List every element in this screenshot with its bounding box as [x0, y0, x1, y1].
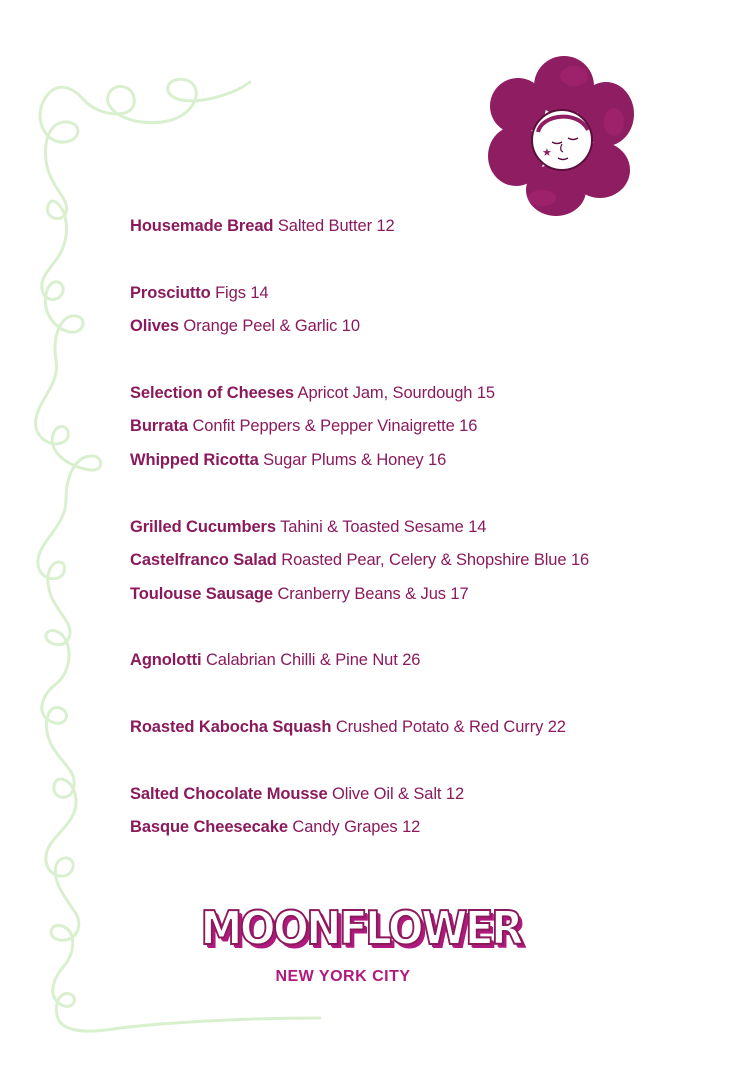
- dish-name: Castelfranco Salad: [130, 551, 277, 570]
- dish-name: Housemade Bread: [130, 217, 274, 235]
- menu-item: [130, 511, 690, 545]
- menu-item: [130, 444, 690, 478]
- menu-item: [130, 778, 690, 812]
- dish-name: Whipped Ricotta: [130, 450, 259, 469]
- dish-description: Crushed Potato & Red Curry 22: [331, 717, 566, 736]
- dish-name: Basque Cheesecake: [130, 818, 288, 837]
- dish-description: Roasted Pear, Celery & Shopshire Blue 16: [276, 551, 590, 570]
- menu-item: [130, 277, 690, 311]
- city-label: NEW YORK CITY: [275, 968, 411, 985]
- dish-name: Toulouse Sausage: [130, 584, 273, 603]
- svg-text:★: ★: [542, 146, 552, 159]
- menu-item: [130, 544, 690, 578]
- dish-description: Salted Butter 12: [273, 217, 395, 235]
- dish-description: Figs 14: [210, 283, 269, 302]
- dish-name: Agnolotti: [130, 651, 202, 670]
- menu-item: [130, 811, 690, 845]
- dish-description: Sugar Plums & Honey 16: [258, 450, 447, 469]
- dish-description: Olive Oil & Salt 12: [327, 784, 465, 803]
- menu-item: [130, 210, 690, 244]
- dish-description: Orange Peel & Garlic 10: [178, 317, 360, 336]
- dish-description: Candy Grapes 12: [287, 818, 421, 837]
- dish-name: Roasted Kabocha Squash: [130, 717, 332, 736]
- dish-name: Olives: [130, 317, 179, 336]
- dish-description: Apricot Jam, Sourdough 15: [293, 383, 496, 402]
- dish-name: Selection of Cheeses: [130, 383, 294, 402]
- menu-item: [130, 578, 690, 612]
- dish-description: Calabrian Chilli & Pine Nut 26: [201, 651, 421, 670]
- dish-name: Prosciutto: [130, 283, 211, 302]
- flower-with-face-illustration: [482, 52, 638, 220]
- menu-item: [130, 711, 690, 745]
- menu-item: [130, 377, 690, 411]
- menu-list: [130, 210, 690, 845]
- dish-name: Salted Chocolate Mousse: [130, 784, 328, 803]
- menu-item: [130, 644, 690, 678]
- moonflower-logo: MOONFLOWER: [200, 901, 521, 955]
- dish-name: Grilled Cucumbers: [130, 517, 276, 536]
- menu-item: [130, 410, 690, 444]
- dish-description: Confit Peppers & Pepper Vinaigrette 16: [188, 417, 478, 436]
- dish-name: Burrata: [130, 417, 188, 436]
- dish-description: Cranberry Beans & Jus 17: [272, 584, 469, 603]
- menu-item: [130, 310, 690, 344]
- dish-description: Tahini & Toasted Sesame 14: [275, 517, 487, 536]
